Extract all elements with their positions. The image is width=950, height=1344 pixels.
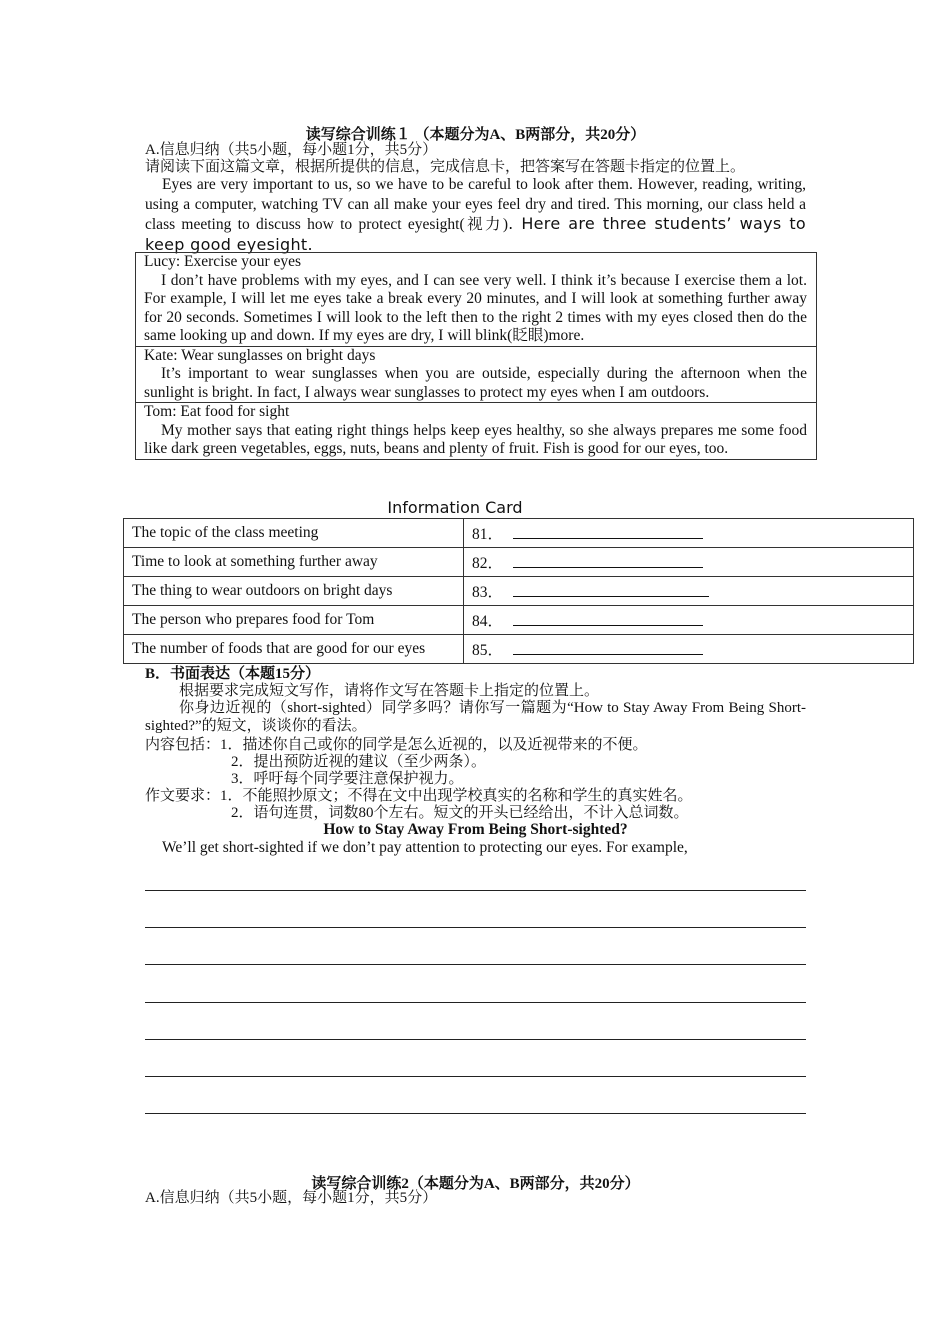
answer-blank[interactable] [513, 553, 703, 568]
req-label: 作文要求： [145, 788, 221, 804]
card-answer[interactable] [464, 548, 914, 577]
partA-instruction: 请阅读下面这篇文章，根据所提供的信息，完成信息卡，把答案写在答题卡指定的位置上。 [145, 159, 746, 175]
answer-blank[interactable] [513, 611, 703, 626]
card-number: 84． [472, 613, 504, 630]
content-item-1: 内容包括：1．描述你自己或你的同学是怎么近视的，以及近视带来的不便。 [145, 737, 648, 753]
partB-instruction: 根据要求完成短文写作，请将作文写在答题卡上指定的位置上。 [179, 683, 600, 699]
card-label: The topic of the class meeting [124, 519, 464, 548]
essay-start: We’ll get short-sighted if we don’t pay attention to protecting our eyes. For example, [162, 839, 688, 856]
student-text: It’s important to wear sunglasses when you are outside, especially during the afternoon when the sunlight is bright. In fact, I always wear sunglasses to protect my eyes when I am outdoors. [144, 365, 807, 401]
answer-blank[interactable] [513, 640, 703, 655]
content-item-3: 3．呼吁每个同学要注意保护视力。 [231, 771, 464, 787]
req-item-2: 2．语句连贯，词数80个左右。短文的开头已经给出，不计入总词数。 [231, 805, 689, 821]
card-label: Time to look at something further away [124, 548, 464, 577]
card-answer[interactable] [464, 606, 914, 635]
card-number: 81． [472, 526, 504, 543]
card-title: Information Card [387, 498, 523, 517]
card-row [124, 635, 914, 664]
writing-line[interactable] [145, 964, 806, 965]
writing-line[interactable] [145, 1076, 806, 1077]
essay-title: How to Stay Away From Being Short-sighted? [323, 821, 628, 838]
card-number: 82． [472, 555, 504, 572]
student-section-lucy [136, 253, 816, 346]
card-answer[interactable] [464, 519, 914, 548]
student-section-tom [136, 402, 816, 459]
writing-line[interactable] [145, 1113, 806, 1114]
answer-blank[interactable] [513, 524, 703, 539]
card-label: The person who prepares food for Tom [124, 606, 464, 635]
writing-line[interactable] [145, 927, 806, 928]
exercise2-partA-heading: A.信息归纳（共5小题，每小题1分，共5分） [145, 1190, 438, 1206]
content-label: 内容包括： [145, 737, 221, 753]
card-answer[interactable] [464, 635, 914, 664]
student-heading: Lucy: Exercise your eyes [144, 253, 302, 270]
answer-blank[interactable] [513, 582, 709, 597]
intro-passage-sans: . Here are three students’ ways to keep good eyesight. [145, 214, 806, 254]
content-item-2: 2．提出预防近视的建议（至少两条）。 [231, 754, 487, 770]
student-text: I don’t have problems with my eyes, and I can see very well. I think it’s because I exercise them a lot. For example, I will let me eyes take a break every 20 minutes, and I will look at something further away for 20 seconds. Sometimes I will look to the left then to the right 2 times with my eyes closed then do the same looking up and down. If my eyes are dry, I will blink(眨眼)more. [144, 271, 807, 344]
partB-prompt: 你身边近视的（short-sighted）同学多吗？请你写一篇题为“How to Stay Away From Being Short-sighted?”的短文，谈谈你的看法。 [145, 700, 806, 734]
card-number: 83． [472, 584, 504, 601]
exercise2-title: 读写综合训练2（本题分为A、B两部分，共20分） [311, 1176, 640, 1192]
writing-line[interactable] [145, 890, 806, 891]
card-number: 85． [472, 642, 504, 659]
card-label: The thing to wear outdoors on bright days [124, 577, 464, 606]
students-box [135, 252, 817, 460]
partA-heading: A.信息归纳（共5小题，每小题1分，共5分） [145, 142, 438, 158]
card-row [124, 606, 914, 635]
writing-line[interactable] [145, 1002, 806, 1003]
card-row [124, 548, 914, 577]
writing-line[interactable] [145, 1039, 806, 1040]
partB-heading: B．书面表达（本题15分） [145, 666, 321, 682]
student-heading: Tom: Eat food for sight [144, 403, 290, 420]
student-text: My mother says that eating right things helps keep eyes healthy, so she always prepares me some food like dark green vegetables, eggs, nuts, beans and plenty of fruit. Fish is good for our eyes, too. [144, 421, 807, 457]
information-card [123, 518, 914, 664]
student-heading: Kate: Wear sunglasses on bright days [144, 346, 376, 364]
exercise1-title: 读写综合训练１ （本题分为A、B两部分，共20分） [305, 127, 646, 143]
card-row [124, 577, 914, 606]
intro-passage [145, 175, 806, 255]
card-row [124, 519, 914, 548]
req-item-1: 作文要求：1．不能照抄原文；不得在文中出现学校真实的名称和学生的真实姓名。 [145, 788, 693, 804]
card-answer[interactable] [464, 577, 914, 606]
intro-passage-serif: Eyes are very important to us, so we have to be careful to look after them. However, reading, writing, using a computer, watching TV can all make your eyes feel dry and tired. This morning, our class held a class meeting to discuss how to protect eyesight(视力) [145, 176, 806, 233]
student-section-kate [136, 346, 816, 403]
card-label: The number of foods that are good for our eyes [124, 635, 464, 664]
